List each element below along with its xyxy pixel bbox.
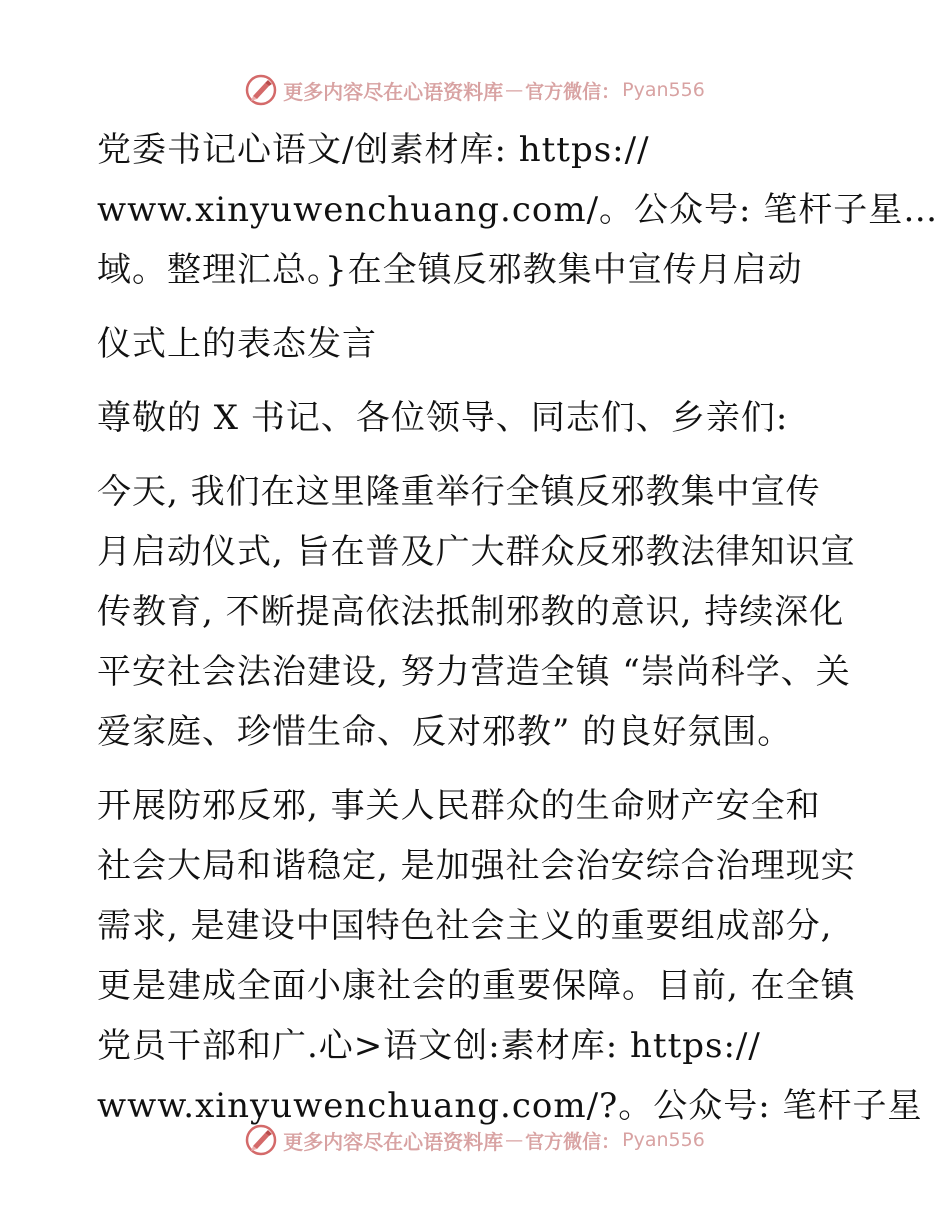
text-line: 域。整理汇总。}在全镇反邪教集中宣传月启动 [97,250,803,290]
text-line: 今天, 我们在这里隆重举行全镇反邪教集中宣传 [97,472,821,512]
text-line: 爱家庭、珍惜生命、反对邪教” 的良好氛围。 [97,712,793,752]
salutation-line: 尊敬的 X 书记、各位领导、同志们、乡亲们: [97,398,789,438]
banner-official-label: 官方微信： [525,80,621,103]
text-line: 开展防邪反邪, 事关人民群众的生命财产安全和 [97,786,821,826]
pen-logo-icon [245,74,277,106]
footer-banner [0,1120,950,1160]
text-line: 月启动仪式, 旨在普及广大群众反邪教法律知识宣 [97,532,856,572]
text-line: 传教育, 不断提高依法抵制邪教的意识, 持续深化 [97,592,845,632]
text-line: 党员干部和广.心>语文创:素材库: https:// [97,1026,761,1066]
banner-wechat-id: Pyan556 [622,79,705,101]
text-line: 平安社会法治建设, 努力营造全镇 “崇尚科学、关 [97,652,851,692]
banner-dash: — [505,79,524,101]
header-banner [0,70,950,110]
text-line: www.xinyuwenchuang.com/?。公众号: 笔杆子星 [97,1086,923,1126]
text-line: 党委书记心语文/创素材库: https:// [97,130,650,170]
text-line: 更是建成全面小康社会的重要保障。目前, 在全镇 [97,966,856,1006]
document-body [97,120,939,1136]
text-line: www.xinyuwenchuang.com/。公众号: 笔杆子星… [97,190,939,230]
text-line: 社会大局和谐稳定, 是加强社会治安综合治理现实 [97,846,856,886]
banner-wechat-id: Pyan556 [622,1129,705,1151]
heading-line: 仪式上的表态发言 [97,324,377,364]
text-line: 需求, 是建设中国特色社会主义的重要组成部分, [97,906,833,946]
banner-slogan: 更多内容尽在心语资料库 [283,79,504,104]
banner-dash: — [505,1129,524,1151]
pen-logo-icon [245,1124,277,1156]
banner-slogan: 更多内容尽在心语资料库 [283,1129,504,1154]
banner-official-label: 官方微信： [525,1130,621,1153]
